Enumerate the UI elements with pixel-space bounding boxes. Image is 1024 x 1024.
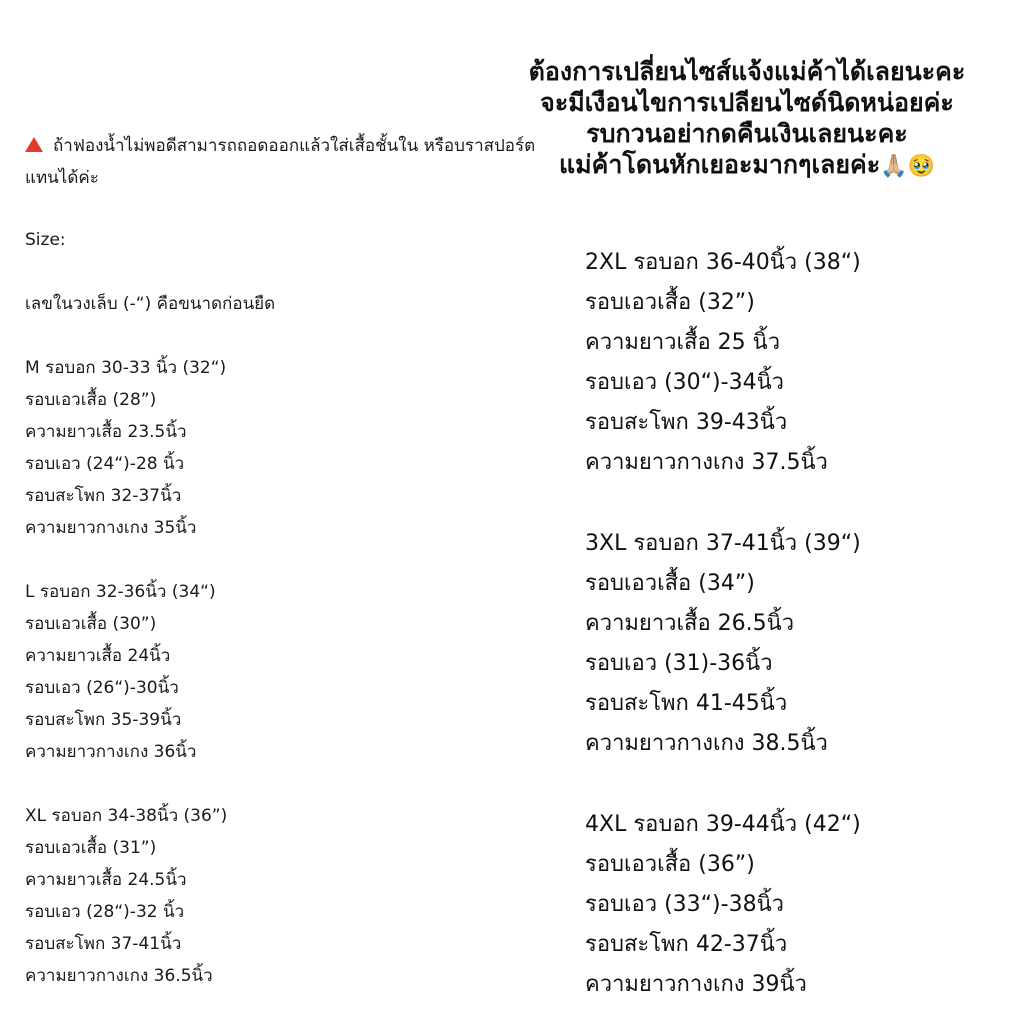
notice-line: ต้องการเปลี่ยนไซส์แจ้งแม่ค้าได้เลยนะคะ xyxy=(528,57,966,86)
praying-hands-pleading-face-icon: 🙏🏼🥹 xyxy=(880,154,935,179)
size-line: ความยาวกางเกง 36.5นิ้ว xyxy=(25,966,213,986)
size-line: ความยาวเสื้อ 24.5นิ้ว xyxy=(25,870,187,890)
measurement-note: เลขในวงเล็บ (-“) คือขนาดก่อนยืด xyxy=(25,294,276,314)
size-line: รอบเอว (33“)-38นิ้ว xyxy=(585,892,784,917)
tip-text: ถ้าฟองน้ำไม่พอดีสามารถถอดออกแล้วใส่เสื้อชั้นใน หรือบราสปอร์ต แทนได้ค่ะ xyxy=(25,136,536,188)
size-line: รอบสะโพก 35-39นิ้ว xyxy=(25,710,182,730)
size-line: 4XL รอบอก 39-44นิ้ว (42“) xyxy=(585,812,861,837)
size-line: ความยาวเสื้อ 24นิ้ว xyxy=(25,646,171,666)
size-line: รอบสะโพก 39-43นิ้ว xyxy=(585,410,788,435)
notice-line: จะมีเงือนไขการเปลียนไซด์นิดหน่อยค่ะ xyxy=(540,88,954,117)
size-chart-right xyxy=(585,243,1015,1005)
size-line: 2XL รอบอก 36-40นิ้ว (38“) xyxy=(585,250,861,275)
size-line: รอบเอวเสื้อ (31”) xyxy=(25,838,157,858)
size-line: ความยาวเสื้อ 26.5นิ้ว xyxy=(585,611,795,636)
size-block-4xl xyxy=(585,805,1015,1005)
notice-line: รบกวนอย่ากดคืนเงินเลยนะคะ xyxy=(586,119,908,148)
size-line: ความยาวเสื้อ 25 นิ้ว xyxy=(585,330,781,355)
size-line: ความยาวกางเกง 38.5นิ้ว xyxy=(585,731,828,756)
size-line: ความยาวกางเกง 35นิ้ว xyxy=(25,518,197,538)
size-line: รอบเอวเสื้อ (28”) xyxy=(25,390,157,410)
size-line: รอบเอวเสื้อ (34”) xyxy=(585,571,755,596)
size-line: ความยาวกางเกง 39นิ้ว xyxy=(585,972,807,997)
size-block-3xl xyxy=(585,524,1015,764)
size-line: รอบเอวเสื้อ (32”) xyxy=(585,290,755,315)
size-line: ความยาวเสื้อ 23.5นิ้ว xyxy=(25,422,187,442)
size-line: ความยาวกางเกง 36นิ้ว xyxy=(25,742,197,762)
size-line: รอบเอว (31)-36นิ้ว xyxy=(585,651,773,676)
size-line: รอบเอว (30“)-34นิ้ว xyxy=(585,370,784,395)
size-line: รอบเอวเสื้อ (36”) xyxy=(585,852,755,877)
size-block-m xyxy=(25,352,565,544)
size-block-2xl xyxy=(585,243,1015,483)
size-line: M รอบอก 30-33 นิ้ว (32“) xyxy=(25,358,227,378)
size-line: ความยาวกางเกง 37.5นิ้ว xyxy=(585,450,828,475)
size-heading: Size: xyxy=(25,230,66,250)
size-line: รอบเอว (24“)-28 นิ้ว xyxy=(25,454,185,474)
size-line: L รอบอก 32-36นิ้ว (34“) xyxy=(25,582,216,602)
size-line: รอบสะโพก 41-45นิ้ว xyxy=(585,691,788,716)
notice-line-text: แม่ค้าโดนหักเยอะมากๆเลยค่ะ xyxy=(559,150,881,179)
size-line: รอบเอว (28“)-32 นิ้ว xyxy=(25,902,185,922)
size-line: รอบเอว (26“)-30นิ้ว xyxy=(25,678,179,698)
size-line: รอบสะโพก 32-37นิ้ว xyxy=(25,486,182,506)
size-block-xl xyxy=(25,800,565,992)
size-line: XL รอบอก 34-38นิ้ว (36”) xyxy=(25,806,228,826)
size-line: รอบสะโพก 42-37นิ้ว xyxy=(585,932,788,957)
size-block-l xyxy=(25,576,565,768)
padding-tip xyxy=(25,130,565,194)
size-line: 3XL รอบอก 37-41นิ้ว (39“) xyxy=(585,531,861,556)
size-line: รอบสะโพก 37-41นิ้ว xyxy=(25,934,182,954)
size-chart-left xyxy=(25,224,565,1024)
red-triangle-icon xyxy=(25,137,43,152)
size-line: รอบเอวเสื้อ (30”) xyxy=(25,614,157,634)
